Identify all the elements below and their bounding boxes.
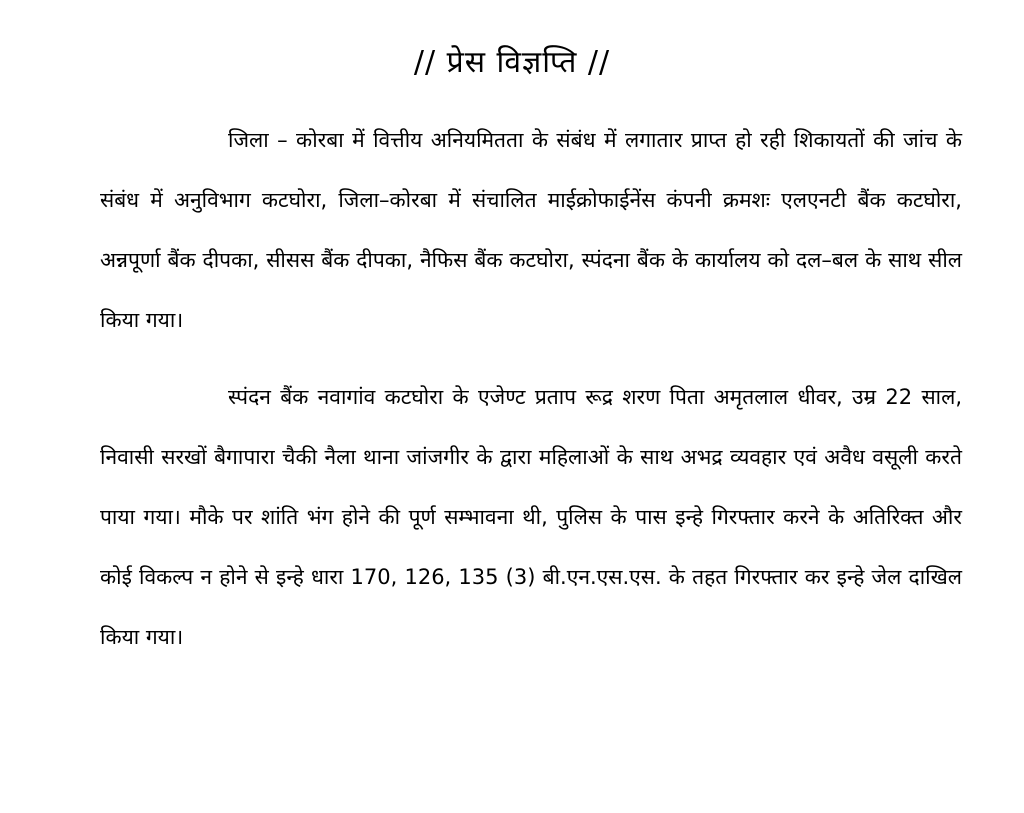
press-release-title: // प्रेस विज्ञप्ति //	[413, 45, 611, 80]
paragraph-agent-arrest: स्पंदन बैंक नवागांव कटघोरा के एजेण्ट प्रताप रूद्र शरण पिता अमृतलाल धीवर, उम्र 22 साल, निवासी सरखों बैगापारा चैकी नैला थाना जांजगीर के द्वारा महिलाओं के साथ अभद्र व्यवहार एवं अवैध वसूली करते पाया गया। मौके पर शांति भंग होने की पूर्ण सम्भावना थी, पुलिस के पास इन्हे गिरफ्तार करने के अतिरिक्त और कोई विकल्प न होने से इन्हे धारा 170, 126, 135 (3) बी.एन.एस.एस. के तहत गिरफ्तार कर इन्हे जेल दाखिल किया गया।	[100, 385, 962, 649]
paragraph-shop-sealing: जिला – कोरबा में वित्तीय अनियमितता के संबंध में लगातार प्राप्त हो रही शिकायतों की जांच के संबंध में अनुविभाग कटघोरा, जिला–कोरबा में संचालित माईक्रोफाईनेंस कंपनी क्रमशः एलएनटी बैंक कटघोरा, अन्नपूर्णा बैंक दीपका, सीसस बैंक दीपका, नैफिस बैंक कटघोरा, स्पंदना बैंक के कार्यालय को दल–बल के साथ सील किया गया।	[100, 128, 962, 332]
